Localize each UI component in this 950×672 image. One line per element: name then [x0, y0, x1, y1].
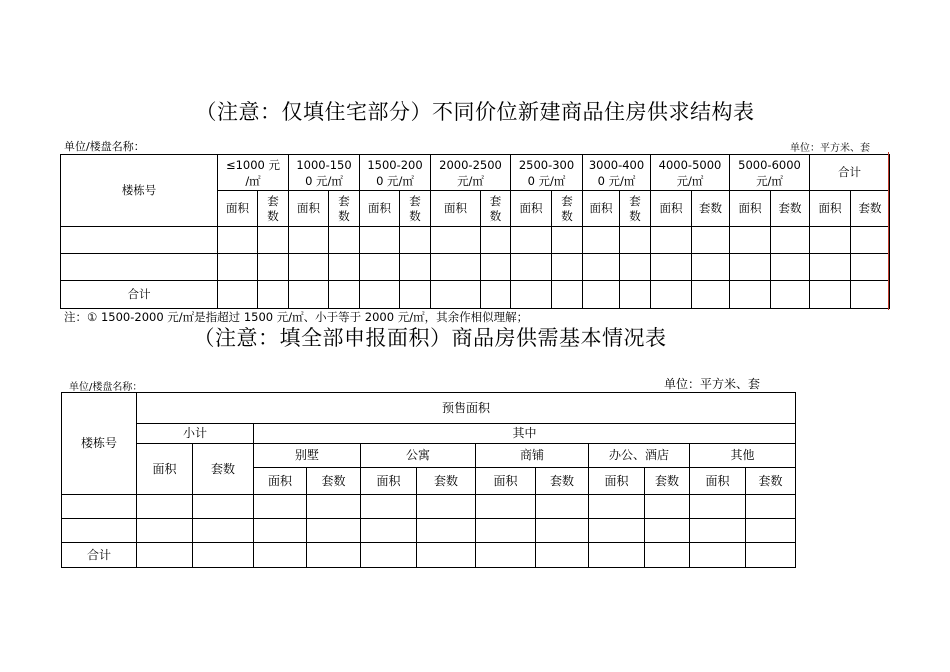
price-range-header: 1500-200 0 元/㎡ — [360, 155, 431, 191]
input-cell[interactable] — [361, 495, 417, 519]
count-col-header: 套 数 — [552, 191, 583, 227]
table1-note: 注：① 1500-2000 元/㎡是指超过 1500 元/㎡、小于等于 2000 元/㎡，其余作相似理解； — [64, 310, 529, 324]
input-cell[interactable] — [651, 254, 692, 281]
input-cell[interactable] — [476, 543, 536, 568]
input-cell[interactable] — [690, 495, 746, 519]
price-range-header: ≤1000 元 /㎡ — [218, 155, 289, 191]
input-cell[interactable] — [218, 254, 258, 281]
area-col-header: 面积 — [476, 468, 536, 495]
input-cell[interactable] — [651, 227, 692, 254]
input-cell[interactable] — [481, 254, 511, 281]
table-row — [61, 227, 890, 254]
input-cell[interactable] — [481, 227, 511, 254]
area-col-header: 面积 — [361, 468, 417, 495]
table2-project-name-label: 单位/楼盘名称： — [69, 382, 143, 393]
table-row — [61, 254, 890, 281]
count-col-header: 套数 — [692, 191, 730, 227]
input-cell[interactable] — [690, 543, 746, 568]
count-col-header: 套 数 — [329, 191, 360, 227]
input-cell[interactable] — [258, 254, 289, 281]
input-cell[interactable] — [692, 254, 730, 281]
input-cell[interactable] — [329, 281, 360, 309]
input-cell[interactable] — [810, 254, 851, 281]
input-cell[interactable] — [620, 254, 651, 281]
presale-area-header: 预售面积 — [137, 393, 796, 424]
input-cell[interactable] — [431, 254, 481, 281]
total-header: 合计 — [810, 155, 890, 191]
count-col-header: 套数 — [851, 191, 890, 227]
input-cell[interactable] — [289, 281, 329, 309]
input-cell[interactable] — [476, 519, 536, 543]
input-cell[interactable] — [589, 519, 645, 543]
area-col-header: 面积 — [431, 191, 481, 227]
input-cell[interactable] — [360, 227, 400, 254]
input-cell[interactable] — [61, 254, 218, 281]
input-cell[interactable] — [810, 281, 851, 309]
total-row-label: 合计 — [62, 543, 137, 568]
building-number-header: 楼栋号 — [62, 393, 137, 495]
input-cell[interactable] — [851, 281, 890, 309]
input-cell[interactable] — [746, 543, 796, 568]
input-cell[interactable] — [258, 227, 289, 254]
input-cell[interactable] — [218, 281, 258, 309]
input-cell[interactable] — [307, 543, 361, 568]
input-cell[interactable] — [810, 227, 851, 254]
input-cell[interactable] — [193, 495, 254, 519]
input-cell[interactable] — [61, 227, 218, 254]
input-cell[interactable] — [329, 227, 360, 254]
page-edge-line — [888, 152, 889, 310]
input-cell[interactable] — [511, 254, 552, 281]
count-col-header: 套 数 — [481, 191, 511, 227]
input-cell[interactable] — [583, 254, 620, 281]
input-cell[interactable] — [360, 281, 400, 309]
input-cell[interactable] — [645, 519, 690, 543]
input-cell[interactable] — [511, 227, 552, 254]
input-cell[interactable] — [431, 227, 481, 254]
supply-demand-structure-table — [60, 154, 890, 309]
input-cell[interactable] — [692, 281, 730, 309]
input-cell[interactable] — [218, 227, 258, 254]
input-cell[interactable] — [329, 254, 360, 281]
input-cell[interactable] — [417, 519, 476, 543]
table2-unit-label: 单位：平方米、套 — [664, 377, 761, 391]
input-cell[interactable] — [690, 519, 746, 543]
input-cell[interactable] — [254, 543, 307, 568]
input-cell[interactable] — [476, 495, 536, 519]
input-cell[interactable] — [746, 519, 796, 543]
total-row — [62, 543, 796, 568]
count-col-header: 套数 — [417, 468, 476, 495]
count-col-header: 套 数 — [400, 191, 431, 227]
total-row — [61, 281, 890, 309]
area-col-header: 面积 — [810, 191, 851, 227]
table1-unit-label: 单位：平方米、套 — [790, 143, 870, 154]
table1-title: （注意：仅填住宅部分）不同价位新建商品住房供求结构表 — [195, 100, 755, 124]
input-cell[interactable] — [536, 495, 589, 519]
price-range-header: 1000-150 0 元/㎡ — [289, 155, 360, 191]
count-col-header: 套 数 — [620, 191, 651, 227]
area-col-header: 面积 — [511, 191, 552, 227]
input-cell[interactable] — [746, 495, 796, 519]
category-header: 其他 — [690, 444, 796, 468]
count-col-header: 套 数 — [258, 191, 289, 227]
input-cell[interactable] — [771, 227, 810, 254]
input-cell[interactable] — [62, 519, 137, 543]
input-cell[interactable] — [730, 227, 771, 254]
area-col-header: 面积 — [589, 468, 645, 495]
input-cell[interactable] — [511, 281, 552, 309]
input-cell[interactable] — [400, 254, 431, 281]
table-row — [62, 519, 796, 543]
area-col-header: 面积 — [690, 468, 746, 495]
input-cell[interactable] — [307, 495, 361, 519]
area-col-header: 面积 — [360, 191, 400, 227]
price-range-header: 2000-2500 元/㎡ — [431, 155, 511, 191]
area-col-header: 面积 — [651, 191, 692, 227]
input-cell[interactable] — [361, 519, 417, 543]
input-cell[interactable] — [193, 543, 254, 568]
input-cell[interactable] — [193, 519, 254, 543]
category-header: 公寓 — [361, 444, 476, 468]
count-col-header: 套数 — [307, 468, 361, 495]
area-col-header: 面积 — [137, 444, 193, 495]
input-cell[interactable] — [536, 543, 589, 568]
input-cell[interactable] — [771, 281, 810, 309]
count-col-header: 套数 — [771, 191, 810, 227]
category-header: 办公、酒店 — [589, 444, 690, 468]
input-cell[interactable] — [692, 227, 730, 254]
area-col-header: 面积 — [218, 191, 258, 227]
input-cell[interactable] — [589, 543, 645, 568]
input-cell[interactable] — [481, 281, 511, 309]
count-col-header: 套数 — [746, 468, 796, 495]
category-header: 别墅 — [254, 444, 361, 468]
input-cell[interactable] — [589, 495, 645, 519]
input-cell[interactable] — [400, 227, 431, 254]
count-col-header: 套数 — [645, 468, 690, 495]
input-cell[interactable] — [645, 543, 690, 568]
subtotal-header: 小计 — [137, 424, 254, 444]
price-range-header: 5000-6000 元/㎡ — [730, 155, 810, 191]
building-number-header: 楼栋号 — [61, 155, 218, 227]
input-cell[interactable] — [360, 254, 400, 281]
input-cell[interactable] — [583, 281, 620, 309]
total-row-label: 合计 — [61, 281, 218, 309]
input-cell[interactable] — [137, 519, 193, 543]
count-col-header: 套数 — [193, 444, 254, 495]
input-cell[interactable] — [417, 543, 476, 568]
input-cell[interactable] — [645, 495, 690, 519]
price-range-header: 3000-400 0 元/㎡ — [583, 155, 651, 191]
input-cell[interactable] — [361, 543, 417, 568]
input-cell[interactable] — [254, 495, 307, 519]
table-row — [62, 495, 796, 519]
input-cell[interactable] — [431, 281, 481, 309]
count-col-header: 套数 — [536, 468, 589, 495]
input-cell[interactable] — [289, 254, 329, 281]
area-col-header: 面积 — [583, 191, 620, 227]
input-cell[interactable] — [552, 227, 583, 254]
price-range-header: 4000-5000 元/㎡ — [651, 155, 730, 191]
table2-title: （注意：填全部申报面积）商品房供需基本情况表 — [193, 326, 667, 350]
input-cell[interactable] — [400, 281, 431, 309]
input-cell[interactable] — [417, 495, 476, 519]
input-cell[interactable] — [651, 281, 692, 309]
input-cell[interactable] — [552, 281, 583, 309]
input-cell[interactable] — [851, 227, 890, 254]
area-col-header: 面积 — [254, 468, 307, 495]
supply-demand-basic-table — [61, 392, 796, 568]
input-cell[interactable] — [583, 227, 620, 254]
input-cell[interactable] — [137, 495, 193, 519]
input-cell[interactable] — [730, 254, 771, 281]
input-cell[interactable] — [620, 281, 651, 309]
input-cell[interactable] — [62, 495, 137, 519]
table1-project-name-label: 单位/楼盘名称： — [64, 140, 145, 153]
area-col-header: 面积 — [730, 191, 771, 227]
input-cell[interactable] — [307, 519, 361, 543]
input-cell[interactable] — [552, 254, 583, 281]
input-cell[interactable] — [620, 227, 651, 254]
input-cell[interactable] — [851, 254, 890, 281]
input-cell[interactable] — [771, 254, 810, 281]
input-cell[interactable] — [730, 281, 771, 309]
area-col-header: 面积 — [289, 191, 329, 227]
input-cell[interactable] — [289, 227, 329, 254]
input-cell[interactable] — [258, 281, 289, 309]
category-header: 商铺 — [476, 444, 589, 468]
among-header: 其中 — [254, 424, 796, 444]
price-range-header: 2500-300 0 元/㎡ — [511, 155, 583, 191]
input-cell[interactable] — [254, 519, 307, 543]
input-cell[interactable] — [536, 519, 589, 543]
input-cell[interactable] — [137, 543, 193, 568]
